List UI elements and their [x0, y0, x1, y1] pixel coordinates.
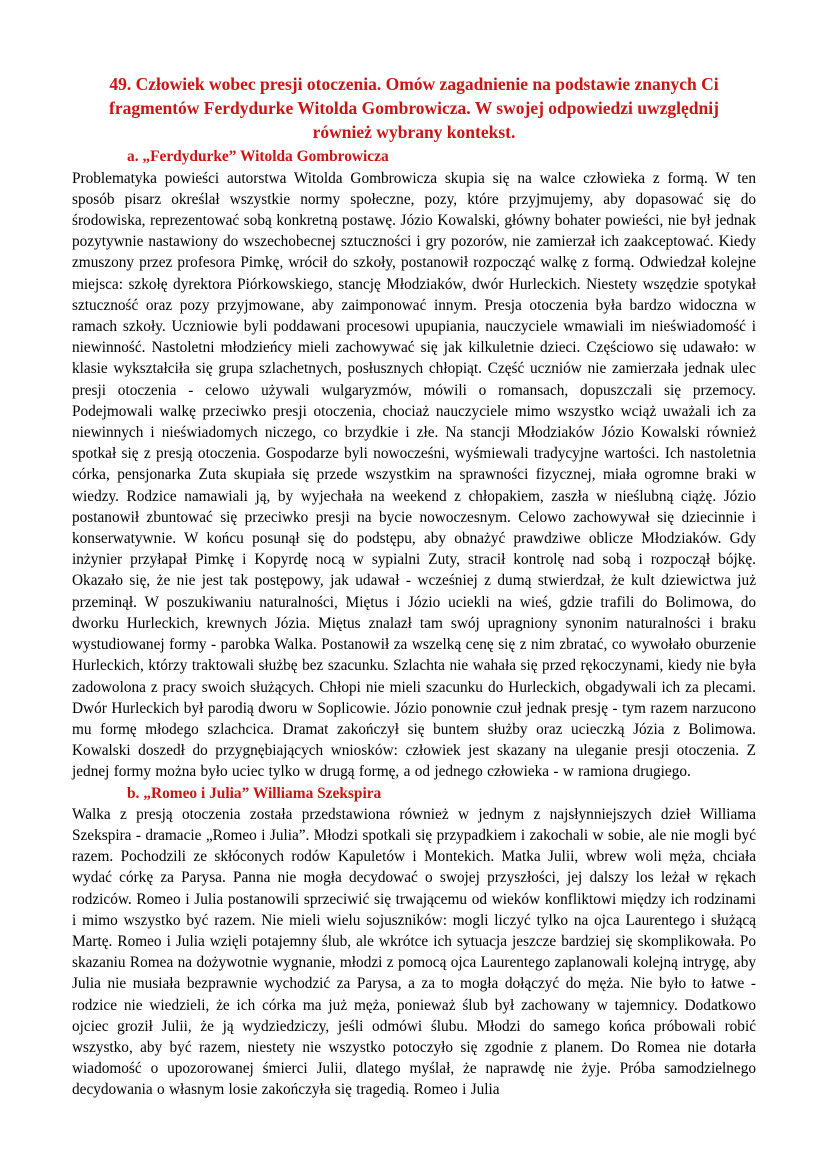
- section-heading-romeo-julia: b. „Romeo i Julia” Williama Szekspira: [127, 784, 382, 802]
- section-romeo-julia: [72, 783, 756, 1101]
- section-body-romeo-julia: Walka z presją otoczenia została przedstawiona również w jednym z najsłynniejszych dzieł Williama Szekspira - dramacie „Romeo i Julia”. Młodzi spotkali się przypadkiem i zakochali w sobie, ale nie mogli być razem. Pochodzili ze skłóconych rodów Kapuletów i Montekich. Matka Julii, wbrew woli męża, chciała wydać córkę za Parysa. Panna nie mogła decydować o swojej przyszłości, jej dalszy los leżał w rękach rodziców. Romeo i Julia postanowili sprzeciwić się trwającemu od wieków konfliktowi między ich rodzinami i mimo wszystko być razem. Nie mieli wielu sojuszników: mogli liczyć tylko na ojca Laurentego i służącą Martę. Romeo i Julia wzięli potajemny ślub, ale wkrótce ich sytuacja jeszcze bardziej się skomplikowała. Po skazaniu Romea na dożywotnie wygnanie, młodzi z pomocą ojca Laurentego zaplanowali kolejną intrygę, aby Julia nie musiała bezprawnie wychodzić za Parysa, a za to mogła dołączyć do męża. Nie było to łatwe - rodzice nie wiedzieli, że ich córka ma już męża, ponieważ ślub był zachowany w tajemnicy. Dodatkowo ojciec groził Julii, że ją wydziedziczy, jeśli odmówi ślubu. Młodzi do samego końca próbowali robić wszystko, aby być razem, niestety nie wszystko potoczyło się zgodnie z planem. Do Romea nie dotarła wiadomość o upozorowanej śmierci Julii, dlatego myślał, że naprawdę nie żyje. Próba samodzielnego decydowania o własnym losie zakończyła się tragedią. Romeo i Julia: [72, 805, 756, 1099]
- section-heading-ferdydurke: a. „Ferdydurke” Witolda Gombrowicza: [127, 148, 389, 166]
- section-body-ferdydurke: Problematyka powieści autorstwa Witolda Gombrowicza skupia się na walce człowieka z formą. W ten sposób pisarz określał wszystkie normy społeczne, pozy, które przyjmujemy, aby dopasować się do środowiska, reprezentować sobą konkretną postawę. Józio Kowalski, główny bohater powieści, nie był jednak pozytywnie nastawiony do wszechobecnej sztuczności i gry pozorów, nie zamierzał ich zaakceptować. Kiedy zmuszony przez profesora Pimkę, wrócił do szkoły, postanowił rozpocząć walkę z formą. Odwiedzał kolejne miejsca: szkołę dyrektora Piórkowskiego, stancję Młodziaków, dwór Hurleckich. Niestety wszędzie spotykał sztuczność oraz pozy przyjmowane, aby zaimponować innym. Presja otoczenia była bardzo widoczna w ramach szkoły. Uczniowie byli poddawani procesowi upupiania, nauczyciele wmawiali im nieświadomość i niewinność. Nastoletni młodzieńcy mieli zachowywać się jak kilkuletnie dzieci. Częściowo się udawało: w klasie wykształciła się grupa szlachetnych, posłusznych chłopiąt. Część uczniów nie zamierzała jednak ulec presji otoczenia - celowo używali wulgaryzmów, mówili o romansach, dopuszczali się przemocy. Podejmowali walkę przeciwko presji otoczenia, chociaż nauczyciele mimo wszystko wciąż uważali ich za niewinnych i nieświadomych niczego, co brzydkie i złe. Na stancji Młodziaków Józio Kowalski również spotkał się z presją otoczenia. Gospodarze byli nowocześni, wyśmiewali tradycyjne wartości. Ich nastoletnia córka, pensjonarka Zuta skupiała się przede wszystkim na sprawności fizycznej, miała ogromne braki w wiedzy. Rodzice namawiali ją, by wyjechała na weekend z chłopakiem, zaszła w nieślubną ciążę. Józio postanowił zbuntować się przeciwko presji na bycie nowoczesnym. Celowo zachowywał się dziecinnie i konserwatywnie. W końcu posunął się do podstępu, aby obnażyć prawdziwe oblicze Młodziaków. Gdy inżynier przyłapał Pimkę i Kopyrdę nocą w sypialni Zuty, stracił kontrolę nad sobą i rozpoczął bójkę. Okazało się, że nie jest tak postępowy, jak udawał - wcześniej z dumą stwierdzał, że kult dziewictwa już przeminął. W poszukiwaniu naturalności, Miętus i Józio uciekli na wieś, gdzie trafili do Bolimowa, do dworku Hurleckich, krewnych Józia. Miętus znalazł tam swój upragniony synonim naturalności i braku wystudiowanej formy - parobka Walka. Postanowił za wszelką cenę się z nim zbratać, co wywołało oburzenie Hurleckich, którzy traktowali służbę bez szacunku. Szlachta nie wahała się przed rękoczynami, kiedy nie była zadowolona z pracy swoich służących. Chłopi nie mieli szacunku do Hurleckich, obgadywali ich za plecami. Dwór Hurleckich był parodią dworu w Soplicowie. Józio ponownie czuł jednak presję - tym razem narzucono mu formę młodego szlachcica. Dramat zakończył się buntem służby oraz ucieczką Józia z Bolimowa. Kowalski doszedł do przygnębiających wniosków: człowiek jest skazany na uleganie presji otoczenia. Z jednej formy można było uciec tylko w drugą formę, a od jednego człowieka - w ramiona drugiego.: [72, 169, 756, 781]
- section-ferdydurke: [72, 146, 756, 782]
- page-title: 49. Człowiek wobec presji otoczenia. Omów zagadnienie na podstawie znanych Ci fragmentów Ferdydurke Witolda Gombrowicza. W swojej odpowiedzi uwzględnij również wybrany kontekst.: [109, 74, 719, 143]
